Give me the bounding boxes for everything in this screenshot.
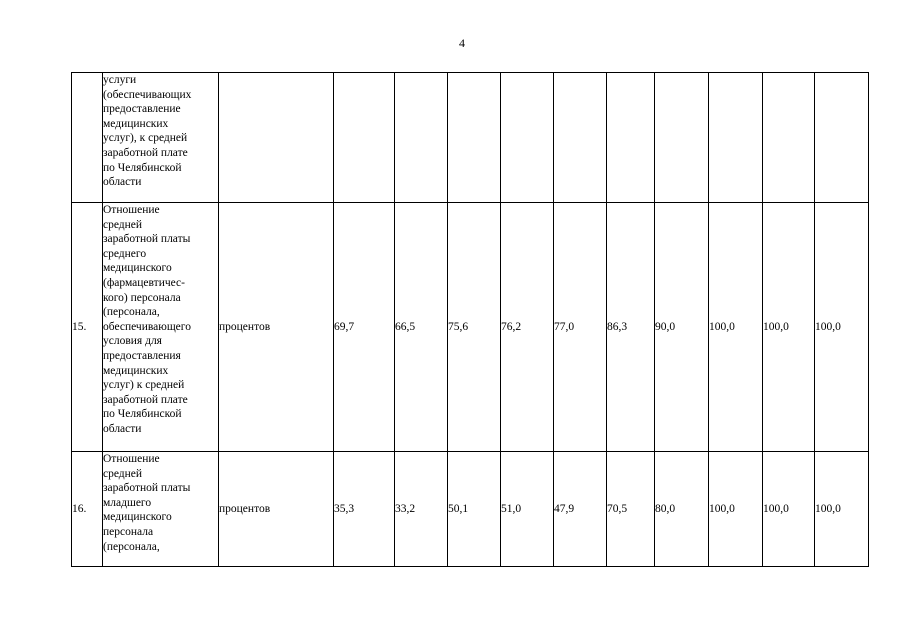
value-cell: 66,5 <box>395 203 448 452</box>
table-row <box>72 73 869 203</box>
value-cell <box>607 73 655 203</box>
row-number: 15. <box>72 203 103 452</box>
row-number: 16. <box>72 452 103 567</box>
value-cell: 35,3 <box>334 452 395 567</box>
value-cell: 100,0 <box>763 452 815 567</box>
value-cell: 80,0 <box>655 452 709 567</box>
value-cell: 100,0 <box>709 452 763 567</box>
page-number: 4 <box>459 36 465 50</box>
value-cell: 50,1 <box>448 452 501 567</box>
value-cell: 47,9 <box>554 452 607 567</box>
value-cell: 33,2 <box>395 452 448 567</box>
value-cell: 90,0 <box>655 203 709 452</box>
value-cell: 51,0 <box>501 452 554 567</box>
value-cell <box>334 73 395 203</box>
indicator-name: Отношение средней заработной платы среднего медицинского (фармацевтичес- кого) персонала (персонала, обеспечивающего условия для предоставления медицинских услуг) к средней заработной плате по Челябинской области <box>103 204 191 435</box>
value-cell: 76,2 <box>501 203 554 452</box>
value-cell: 100,0 <box>763 203 815 452</box>
value-cell <box>815 73 869 203</box>
value-cell <box>395 73 448 203</box>
indicator-name: услуги (обеспечивающих предоставление медицинских услуг), к средней заработной плате по Челябинской области <box>103 74 192 189</box>
value-cell: 100,0 <box>815 452 869 567</box>
unit-cell: процентов <box>219 203 334 452</box>
value-cell: 100,0 <box>815 203 869 452</box>
value-cell: 100,0 <box>709 203 763 452</box>
value-cell <box>448 73 501 203</box>
value-cell: 70,5 <box>607 452 655 567</box>
indicator-name: Отношение средней заработной платы младшего медицинского персонала (персонала, <box>103 453 191 553</box>
table-row <box>72 452 869 567</box>
value-cell <box>709 73 763 203</box>
value-cell <box>655 73 709 203</box>
indicators-table <box>71 72 869 567</box>
value-cell: 75,6 <box>448 203 501 452</box>
value-cell <box>501 73 554 203</box>
value-cell: 77,0 <box>554 203 607 452</box>
unit-cell: процентов <box>219 452 334 567</box>
value-cell: 69,7 <box>334 203 395 452</box>
value-cell <box>554 73 607 203</box>
value-cell <box>763 73 815 203</box>
table-row <box>72 203 869 452</box>
row-number <box>72 73 103 203</box>
unit-cell <box>219 73 334 203</box>
value-cell: 86,3 <box>607 203 655 452</box>
